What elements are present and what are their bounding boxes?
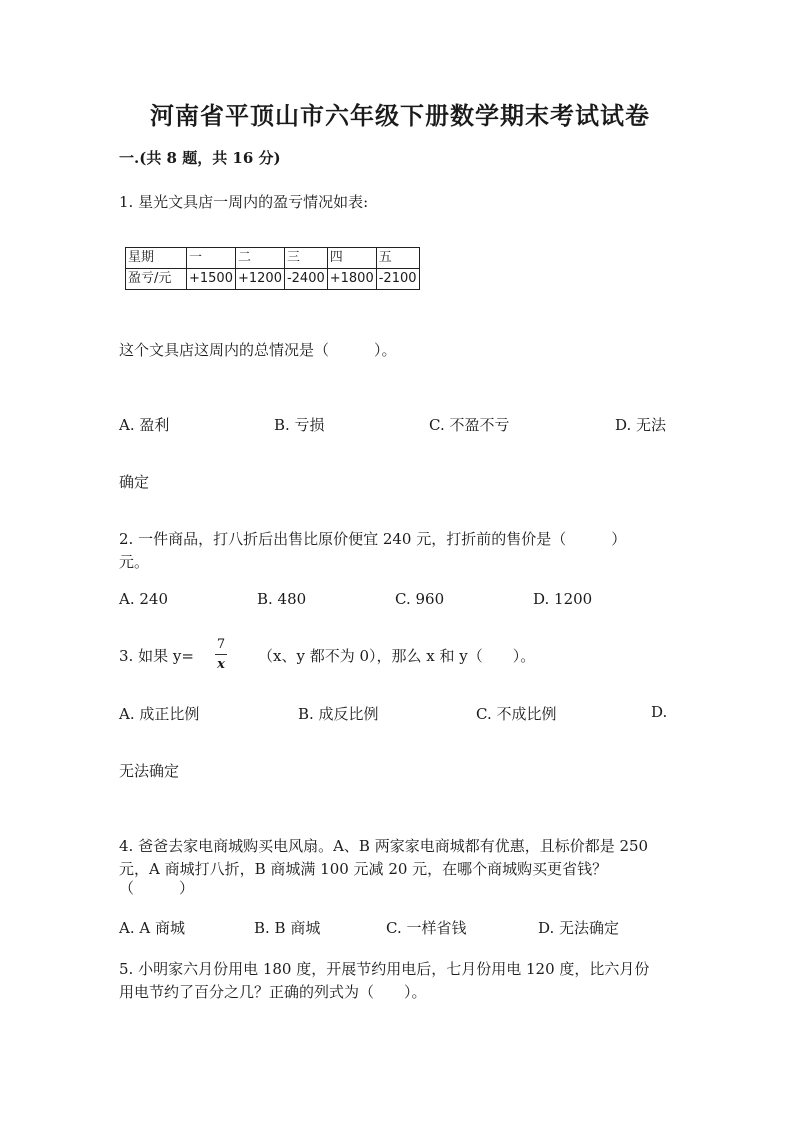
table-cell: 一	[187, 248, 236, 269]
table-cell: 五	[376, 248, 419, 269]
page-title: 河南省平顶山市六年级下册数学期末考试试卷	[150, 101, 650, 130]
q1-option-c[interactable]: C. 不盈不亏	[429, 416, 510, 434]
q1-question: 这个文具店这周内的总情况是（ ）。	[119, 341, 397, 359]
q3-stem-prefix: 3. 如果 y=	[119, 647, 194, 665]
fraction-bar	[215, 654, 227, 655]
table-cell: 二	[235, 248, 284, 269]
q2-option-a[interactable]: A. 240	[119, 590, 168, 608]
q4-stem-line2: 元，A 商城打八折，B 商城满 100 元减 20 元，在哪个商城购买更省钱？	[119, 860, 608, 878]
table-row	[126, 269, 420, 290]
q4-stem-line1: 4. 爸爸去家电商城购买电风扇。A、B 两家家电商城都有优惠，且标价都是 250	[119, 837, 649, 855]
q2-option-d[interactable]: D. 1200	[533, 590, 593, 608]
q3-option-a[interactable]: A. 成正比例	[119, 705, 200, 723]
q3-option-b[interactable]: B. 成反比例	[298, 705, 379, 723]
table-cell: +1800	[327, 269, 376, 290]
q3-stem-suffix: （x、y 都不为 0），那么 x 和 y（ ）。	[258, 647, 536, 665]
table-cell: +1500	[187, 269, 236, 290]
q2-stem-line1: 2. 一件商品，打八折后出售比原价便宜 240 元，打折前的售价是（ ）	[119, 530, 627, 548]
q1-option-b[interactable]: B. 亏损	[274, 416, 325, 434]
q3-option-c[interactable]: C. 不成比例	[476, 705, 557, 723]
q1-option-d[interactable]: D. 无法	[615, 416, 667, 434]
table-cell: 四	[327, 248, 376, 269]
section-heading: 一.(共 8 题，共 16 分)	[119, 149, 281, 167]
q4-option-a[interactable]: A. A 商城	[119, 919, 185, 937]
table-cell: 星期	[126, 248, 187, 269]
fraction-7-over-x	[215, 636, 227, 673]
table-cell: 三	[284, 248, 327, 269]
table-cell: +1200	[235, 269, 284, 290]
q4-option-d[interactable]: D. 无法确定	[538, 919, 620, 937]
table-row	[126, 248, 420, 269]
q2-stem-line2: 元。	[119, 553, 150, 571]
q3-option-d-continued: 无法确定	[119, 762, 180, 780]
q5-stem-line2: 用电节约了百分之几？正确的列式为（ ）。	[119, 983, 427, 1001]
table-cell: -2400	[284, 269, 327, 290]
q4-option-c[interactable]: C. 一样省钱	[386, 919, 467, 937]
q4-option-b[interactable]: B. B 商城	[254, 919, 321, 937]
fraction-numerator: 7	[216, 637, 226, 652]
q1-stem: 1. 星光文具店一周内的盈亏情况如表:	[119, 193, 369, 211]
q3-option-d[interactable]: D.	[651, 703, 668, 721]
q1-option-a[interactable]: A. 盈利	[119, 416, 170, 434]
q4-stem-line3: （ ）	[119, 879, 195, 897]
q2-option-b[interactable]: B. 480	[257, 590, 307, 608]
q2-option-c[interactable]: C. 960	[395, 590, 445, 608]
profit-loss-table	[125, 247, 420, 290]
q5-stem-line1: 5. 小明家六月份用电 180 度，开展节约用电后，七月份用电 120 度，比六月份	[119, 960, 650, 978]
q1-option-d-continued: 确定	[119, 473, 150, 491]
table-cell: 盈亏/元	[126, 269, 187, 290]
fraction-denominator: x	[217, 657, 225, 672]
table-cell: -2100	[376, 269, 419, 290]
